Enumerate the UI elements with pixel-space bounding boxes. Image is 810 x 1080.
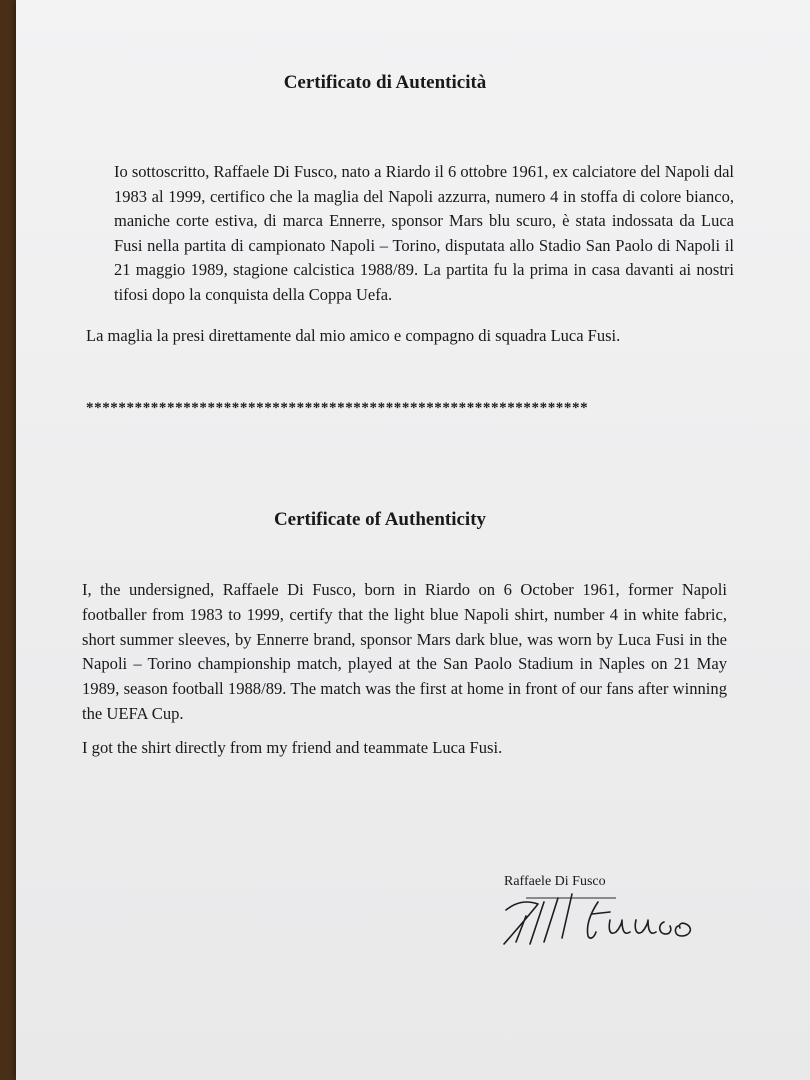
italian-paragraph-1: Io sottoscritto, Raffaele Di Fusco, nato a Riardo il 6 ottobre 1961, ex calciatore del Napoli dal 1983 al 1999, certifico che la maglia del Napoli azzurra, numero 4 in stoffa di colore bianco, maniche corte estiva, di marca Ennerre, sponsor Mars blu scuro, è stata indossata da Luca Fusi nella partita di campionato Napoli – Torino, disputata allo Stadio San Paolo di Napoli il 21 maggio 1989, stagione calcistica 1988/89. La partita fu la prima in casa davanti ai nostri tifosi dopo la conquista della Coppa Uefa. <box>114 162 734 304</box>
italian-title: Certificato di Autenticità <box>283 72 487 93</box>
english-paragraph-1: I, the undersigned, Raffaele Di Fusco, born in Riardo on 6 October 1961, former Napoli footballer from 1983 to 1999, certify that the light blue Napoli shirt, number 4 in white fabric, short summer sleeves, by Ennerre brand, sponsor Mars dark blue, was worn by Luca Fusi in the Napoli – Torino championship match, played at the San Paolo Stadium in Naples on 21 May 1989, season football 1988/89. The match was the first at home in front of our fans after winning the UEFA Cup. <box>82 580 727 723</box>
english-paragraph-2: I got the shirt directly from my friend and teammate Luca Fusi. <box>82 738 503 757</box>
signatory-printed-name: Raffaele Di Fusco <box>504 874 606 889</box>
separator-line: ************************************************************** <box>86 400 589 416</box>
italian-paragraph-2: La maglia la presi direttamente dal mio amico e compagno di squadra Luca Fusi. <box>86 326 621 345</box>
certificate-page <box>16 0 810 1080</box>
handwritten-signature <box>486 880 716 950</box>
english-title: Certificate of Authenticity <box>273 509 487 530</box>
